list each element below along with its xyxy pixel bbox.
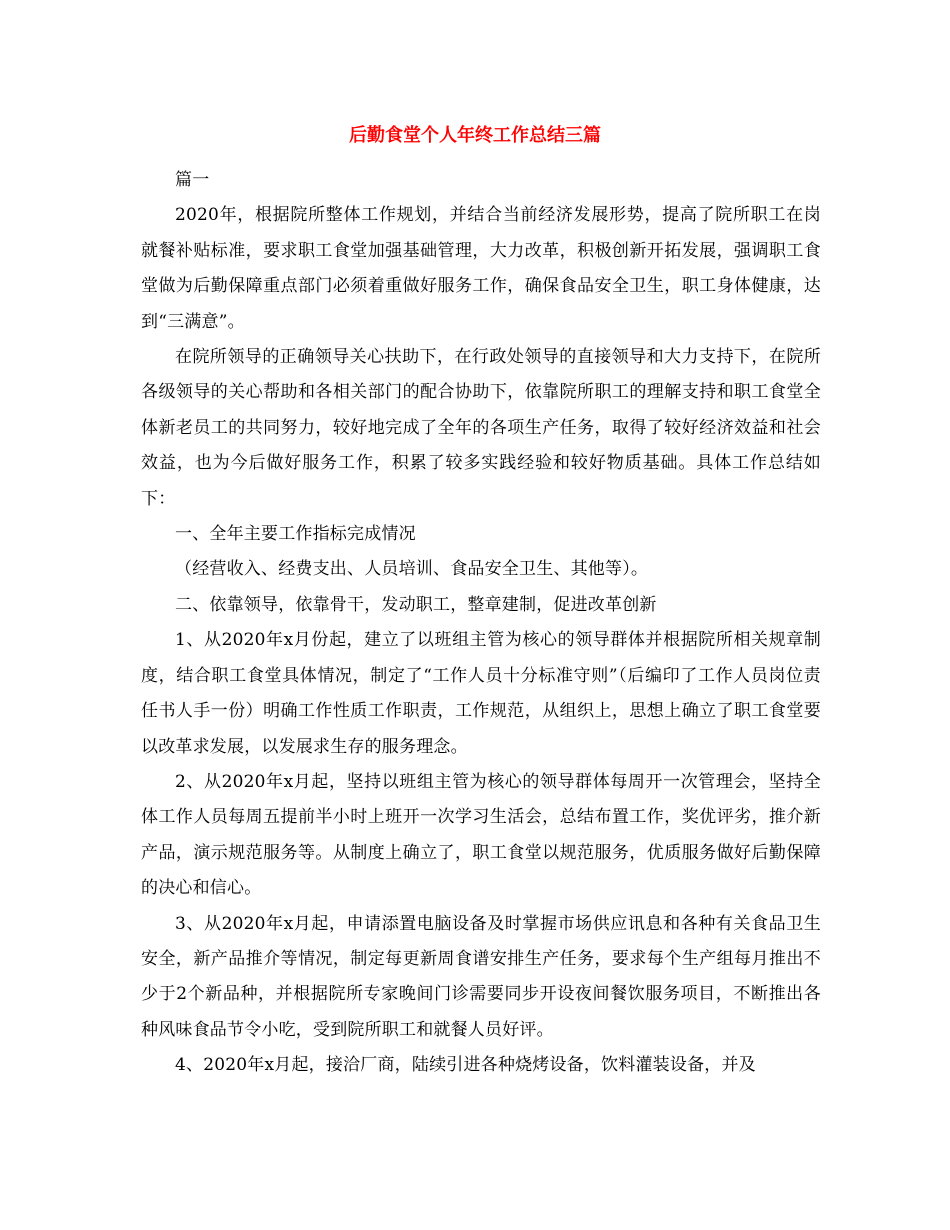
paragraph: 2、从2020年x月起，坚持以班组主管为核心的领导群体每周开一次管理会，坚持全体工作人员每周五提前半小时上班开一次学习生活会，总结布置工作，奖优评劣，推介新产品，演示规范服务等。从制度上确立了，职工食堂以规范服务，优质服务做好后勤保障的决心和信心。 xyxy=(141,771,821,899)
paragraph-heading: 二、依靠领导，依靠骨干，发动职工，整章建制，促进改革创新 xyxy=(175,594,657,615)
paragraph: （经营收入、经费支出、人员培训、食品安全卫生、其他等）。 xyxy=(175,559,649,580)
paragraph: 3、从2020年x月起，申请添置电脑设备及时掌握市场供应讯息和各种有关食品卫生安全，新产品推介等情况，制定每更新周食谱安排生产任务，要求每个生产组每月推出不少于2个新品种，并根据院所专家晚间门诊需要同步开设夜间餐饮服务项目，不断推出各种风味食品节令小吃，受到院所职工和就餐人员好评。 xyxy=(141,913,821,1040)
document-title: 后勤食堂个人年终工作总结三篇 xyxy=(349,125,601,146)
paragraph: 在院所领导的正确领导关心扶助下，在行政处领导的直接领导和大力支持下，在院所各级领导的关心帮助和各相关部门的配合协助下，依靠院所职工的理解支持和职工食堂全体新老员工的共同努力，较好地完成了全年的各项生产任务，取得了较好经济效益和社会效益，也为今后做好服务工作，积累了较多实践经验和较好物质基础。具体工作总结如下： xyxy=(141,347,821,509)
document-body xyxy=(141,163,821,1084)
paragraph-section-heading: 篇一 xyxy=(175,170,210,190)
paragraph: 4、2020年x月起，接洽厂商，陆续引进各种烧烤设备，饮料灌装设备，并及 xyxy=(175,1055,756,1076)
paragraph: 2020年，根据院所整体工作规划，并结合当前经济发展形势，提高了院所职工在岗就餐补贴标准，要求职工食堂加强基础管理，大力改革，积极创新开拓发展，强调职工食堂做为后勤保障重点部门必须着重做好服务工作，确保食品安全卫生，职工身体健康，达到“三满意”。 xyxy=(141,205,821,332)
paragraph-heading: 一、全年主要工作指标完成情况 xyxy=(175,524,416,545)
paragraph: 1、从2020年x月份起，建立了以班组主管为核心的领导群体并根据院所相关规章制度，结合职工食堂具体情况，制定了“工作人员十分标准守则”（后编印了工作人员岗位责任书人手一份）明确工作性质工作职责，工作规范，从组织上，思想上确立了职工食堂要以改革求发展，以发展求生存的服务理念。 xyxy=(141,630,821,757)
